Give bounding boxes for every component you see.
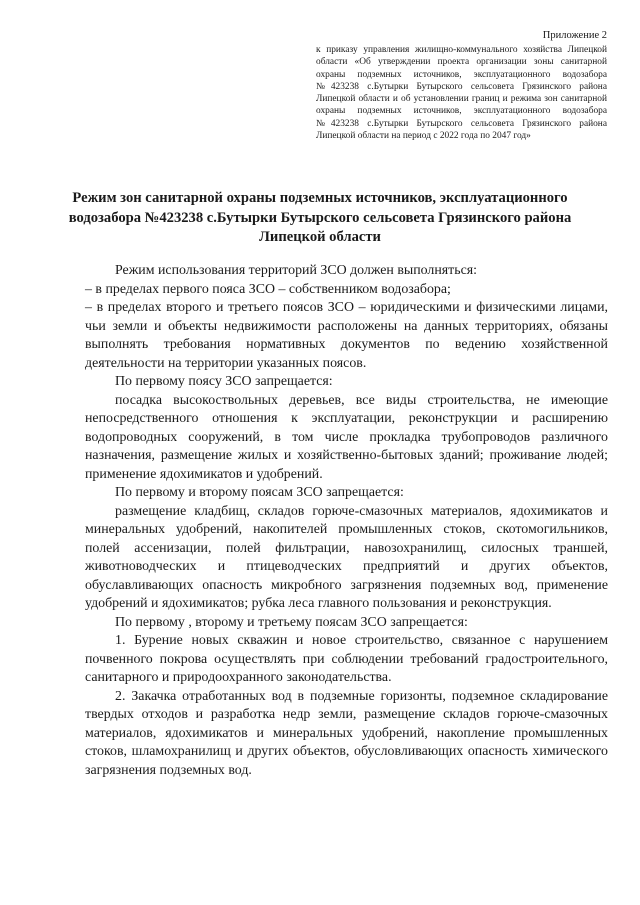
paragraph-first-second-zone-heading: По первому и второму поясам ЗСО запрещается: [115, 485, 404, 500]
paragraph-all-zones-heading: По первому , второму и третьему поясам ЗСО запрещается: [115, 614, 468, 630]
paragraph-second-third-zone-owners: – в пределах второго и третьего поясов ЗСО – юридическими и физическими лицами, чьи земли и объекты недвижимости расположены на данных территориях, обязаны выполнять требования нормативных документов по ведению хозяйственной деятельности на территории указанных поясов. [85, 300, 608, 371]
paragraph-first-second-zone-prohibitions: размещение кладбищ, складов горюче-смазочных материалов, ядохимикатов и минеральных удобрений, накопителей промышленных стоков, скотомогильников, полей ассенизации, полей фильтрации, навозохранилищ, силосных траншей, животноводческих и птицеводческих предприятий и других объектов, обуславливающих опасность микробного загрязнения подземных вод, применение удобрений и ядохимикатов; рубка леса главного пользования и реконструкция. [85, 503, 608, 611]
paragraph-first-zone-heading: По первому поясу ЗСО запрещается: [115, 374, 333, 389]
paragraph-all-zones-item-1: 1. Бурение новых скважин и новое строительство, связанное с нарушением почвенного покрова осуществлять при соблюдении требований градостроительного, санитарного и природоохранного законодательства. [85, 633, 608, 685]
paragraph-all-zones-item-2: 2. Закачка отработанных вод в подземные горизонты, подземное складирование твердых отходов и разработка недр земли, размещение складов горюче-смазочных материалов, ядохимикатов и минеральных удобрений, накопление промышленных стоков, шламохранилищ и других объектов, обусловливающих опасность химического загрязнения подземных вод. [85, 688, 608, 778]
paragraph-first-zone-prohibitions: посадка высокоствольных деревьев, все виды строительства, не имеющие непосредственного отношения к эксплуатации, реконструкции и расширению водопроводных сооружений, в том числе прокладка трубопроводов различного назначения, размещение жилых и хозяйственно-бытовых зданий; проживание людей; применение ядохимикатов и удобрений. [85, 392, 608, 482]
appendix-label: Приложение 2 [542, 30, 607, 41]
paragraph-intro: Режим использования территорий ЗСО должен выполняться: [115, 263, 477, 278]
document-title: Режим зон санитарной охраны подземных источников, эксплуатационного водозабора №423238 с.Бутырки Бутырского сельсовета Грязинского района Липецкой области [68, 190, 572, 246]
appendix-order-reference: к приказу управления жилищно-коммунального хозяйства Липецкой области «Об утверждении проекта организации зоны санитарной охраны подземных источников, эксплуатационного водозабора №423238 с.Бутырки Бутырского сельсовета Грязинского района Липецкой области и об установлении границ и режима зон санитарной охраны подземных источников, эксплуатационного водозабора №423238 с.Бутырки Бутырского сельсовета Грязинского района Липецкой области на период с 2022 года по 2047 год» [316, 45, 607, 142]
document-body [85, 262, 608, 780]
paragraph-first-zone-owner: – в пределах первого пояса ЗСО – собственником водозабора; [85, 281, 451, 297]
